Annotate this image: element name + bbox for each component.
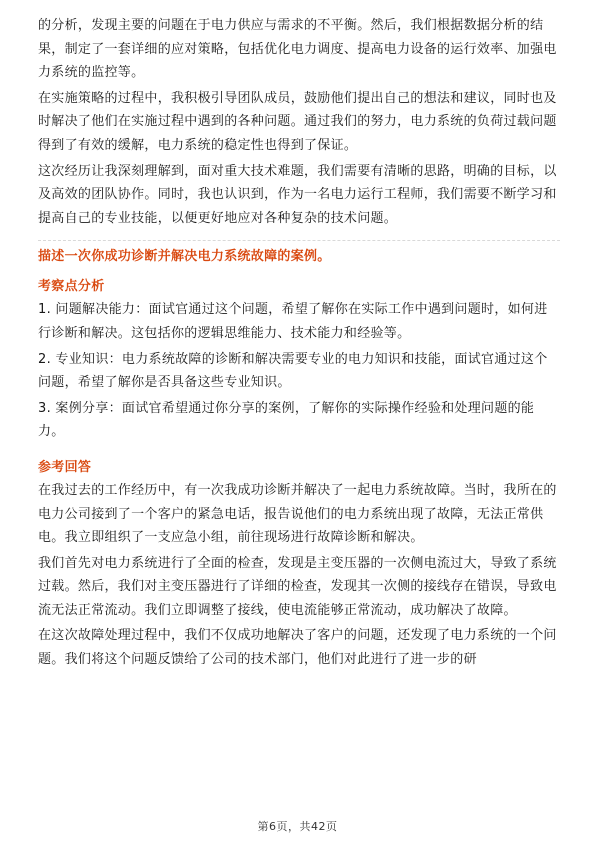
- analysis-item-1: 1. 问题解决能力：面试官通过这个问题，希望了解你在实际工作中遇到问题时，如何进行诊断和解决。这包括你的逻辑思维能力、技术能力和经验等。: [38, 302, 548, 341]
- analysis-title: 考察点分析: [38, 279, 105, 295]
- page-number: 第6页，共42页: [257, 820, 338, 833]
- intro-paragraph-3: 这次经历让我深刻理解到，面对重大技术难题，我们需要有清晰的思路，明确的目标，以及高效的团队协作。同时，我也认识到，作为一名电力运行工程师，我们需要不断学习和提高自己的专业技能，以便更好地应对各种复杂的技术问题。: [38, 163, 557, 226]
- answer-paragraph-3: 在这次故障处理过程中，我们不仅成功地解决了客户的问题，还发现了电力系统的一个问题。我们将这个问题反馈给了公司的技术部门，他们对此进行了进一步的研: [38, 628, 557, 668]
- analysis-item-3: 3. 案例分享：面试官希望通过你分享的案例，了解你的实际操作经验和处理问题的能力。: [38, 400, 535, 440]
- interview-question: 描述一次你成功诊断并解决电力系统故障的案例。: [38, 249, 331, 265]
- document-page: [38, 14, 560, 674]
- answer-title: 参考回答: [38, 459, 92, 475]
- intro-paragraph-2: 在实施策略的过程中，我积极引导团队成员，鼓励他们提出自己的想法和建议，同时也及时解决了他们在实施过程中遇到的各种问题。通过我们的努力，电力系统的负荷过载问题得到了有效的缓解，电力系统的稳定性也得到了保证。: [38, 90, 557, 153]
- section-divider: [38, 240, 560, 241]
- answer-paragraph-1: 在我过去的工作经历中，有一次我成功诊断并解决了一起电力系统故障。当时，我所在的电力公司接到了一个客户的紧急电话，报告说他们的电力系统出现了故障，无法正常供电。我立即组织了一支应急小组，前往现场进行故障诊断和解决。: [38, 482, 557, 546]
- answer-paragraph-2: 我们首先对电力系统进行了全面的检查，发现是主变压器的一次侧电流过大，导致了系统过载。然后，我们对主变压器进行了详细的检查，发现其一次侧的接线存在错误，导致电流无法正常流动。我们立即调整了接线，使电流能够正常流动，成功解决了故障。: [38, 555, 557, 618]
- analysis-item-2: 2. 专业知识：电力系统故障的诊断和解决需要专业的电力知识和技能，面试官通过这个问题，希望了解你是否具备这些专业知识。: [38, 351, 548, 391]
- intro-paragraph-1: 的分析，发现主要的问题在于电力供应与需求的不平衡。然后，我们根据数据分析的结果，制定了一套详细的应对策略，包括优化电力调度、提高电力设备的运行效率、加强电力系统的监控等。: [38, 18, 557, 81]
